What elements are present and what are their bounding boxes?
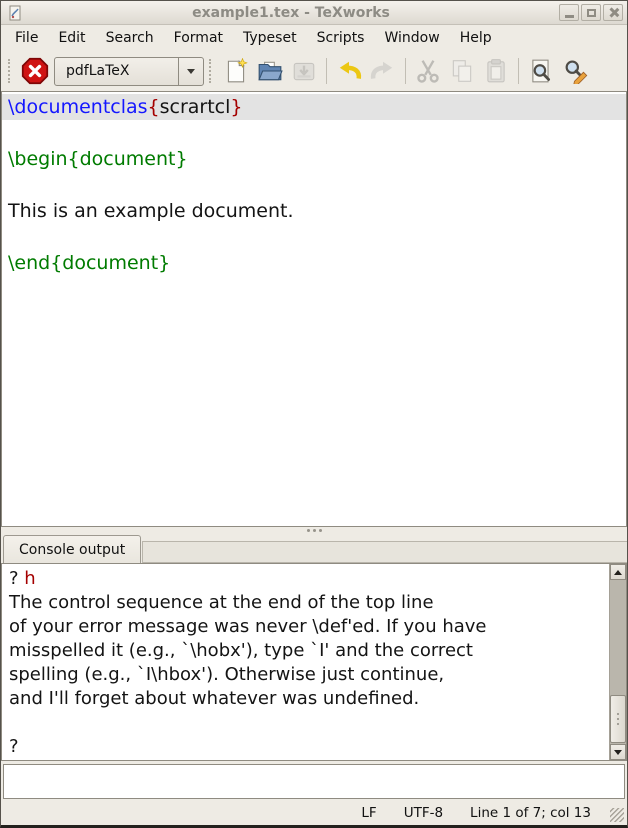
redo-icon — [370, 58, 396, 84]
cut-button[interactable] — [411, 54, 445, 88]
console-prompt: ? — [9, 568, 25, 589]
combobox-dropdown-button[interactable] — [178, 58, 203, 85]
status-encoding: UTF-8 — [403, 804, 444, 821]
editor-line-7 — [2, 250, 626, 276]
find-button[interactable] — [524, 54, 558, 88]
window-resize-grip[interactable] — [610, 808, 624, 822]
menu-edit[interactable]: Edit — [58, 30, 86, 46]
find-icon — [528, 58, 554, 84]
editor-line-5 — [2, 198, 626, 224]
toolbar-drag-handle[interactable] — [8, 59, 13, 83]
new-file-icon — [223, 58, 249, 84]
toolbar — [1, 51, 627, 91]
editor-line-1-current — [2, 94, 626, 120]
scroll-down-button[interactable] — [610, 744, 626, 760]
console-line: of your error message was never \def'ed. If you have — [9, 616, 487, 637]
save-file-button[interactable] — [287, 54, 321, 88]
output-tab-bar — [1, 534, 627, 563]
close-brace-token: } — [230, 96, 243, 118]
source-editor[interactable] — [1, 91, 627, 527]
editor-line-3 — [2, 146, 626, 172]
replace-button[interactable] — [558, 54, 592, 88]
toolbar-separator-3 — [518, 58, 519, 84]
scrollbar-thumb[interactable] — [610, 695, 626, 743]
console-output-text[interactable] — [2, 564, 609, 760]
end-document-token: \end{document} — [8, 252, 171, 274]
typeset-engine-combobox[interactable] — [54, 57, 204, 86]
menu-scripts[interactable]: Scripts — [316, 30, 365, 46]
body-text-token: This is an example document. — [8, 200, 294, 222]
open-folder-icon — [257, 58, 283, 84]
stop-icon — [21, 57, 49, 85]
tab-bar-filler — [142, 541, 627, 563]
maximize-button[interactable] — [581, 4, 601, 21]
abort-typesetting-button[interactable] — [18, 54, 52, 88]
chevron-down-icon — [187, 69, 195, 74]
status-line-ending: LF — [361, 804, 377, 821]
console-blank-line — [9, 711, 602, 735]
console-line: and I'll forget about whatever was undefined. — [9, 688, 420, 709]
console-entered-command: h — [24, 568, 36, 589]
editor-console-splitter[interactable] — [1, 527, 627, 534]
class-name-token: scrartcl — [159, 96, 231, 118]
status-bar — [1, 800, 627, 825]
paste-button[interactable] — [479, 54, 513, 88]
menu-file[interactable]: File — [15, 30, 39, 46]
close-button[interactable] — [603, 4, 623, 21]
menu-help[interactable]: Help — [459, 30, 492, 46]
console-prompt-line — [9, 567, 602, 591]
editor-line-6-blank — [2, 224, 626, 250]
scroll-down-icon — [614, 750, 622, 755]
open-brace-token: { — [147, 96, 160, 118]
toolbar-drag-handle-2[interactable] — [209, 59, 214, 83]
menu-search[interactable]: Search — [105, 30, 154, 46]
copy-button[interactable] — [445, 54, 479, 88]
console-line: spelling (e.g., `I\hbox'). Otherwise just continue, — [9, 664, 445, 685]
copy-icon — [449, 58, 475, 84]
console-prompt-line-2: ? — [9, 736, 19, 757]
menu-format[interactable]: Format — [173, 30, 224, 46]
splitter-grip-icon — [307, 529, 310, 532]
redo-button[interactable] — [366, 54, 400, 88]
find-replace-icon — [562, 58, 588, 84]
menu-window[interactable]: Window — [384, 30, 440, 46]
save-icon — [291, 58, 317, 84]
window-title: example1.tex - TeXworks — [192, 4, 390, 21]
minimize-icon — [565, 15, 574, 18]
console-input-field[interactable] — [3, 764, 625, 799]
undo-button[interactable] — [332, 54, 366, 88]
tab-console-output[interactable] — [3, 535, 141, 563]
maximize-icon — [587, 9, 596, 17]
editor-line-2-blank — [2, 120, 626, 146]
status-cursor-position: Line 1 of 7; col 13 — [470, 804, 591, 821]
console-line: The control sequence at the end of the top line — [9, 592, 434, 613]
title-bar[interactable] — [1, 1, 627, 25]
begin-document-token: \begin{document} — [8, 148, 188, 170]
menu-typeset[interactable]: Typeset — [243, 30, 297, 46]
editor-line-4-blank — [2, 172, 626, 198]
paste-clipboard-icon — [483, 58, 509, 84]
scroll-up-icon — [614, 570, 622, 575]
close-icon — [608, 7, 619, 18]
console-line: misspelled it (e.g., `\hobx'), type `I' and the correct — [9, 640, 473, 661]
undo-icon — [336, 58, 362, 84]
scroll-up-button[interactable] — [610, 564, 626, 580]
texworks-app-icon[interactable] — [7, 5, 23, 21]
minimize-button[interactable] — [559, 4, 579, 21]
new-file-button[interactable] — [219, 54, 253, 88]
scrollbar-track[interactable] — [610, 580, 626, 744]
scrollbar-grip-icon — [617, 713, 619, 715]
tab-console-output-label: Console output — [19, 541, 126, 558]
console-scrollbar[interactable] — [609, 564, 626, 760]
open-file-button[interactable] — [253, 54, 287, 88]
toolbar-separator-2 — [405, 58, 406, 84]
console-output-panel — [1, 563, 627, 761]
cut-scissors-icon — [415, 58, 441, 84]
toolbar-separator — [326, 58, 327, 84]
menu-bar — [1, 25, 627, 51]
console-input-row — [1, 761, 627, 800]
latex-command-token: \documentclas — [8, 96, 148, 118]
typeset-engine-value: pdfLaTeX — [66, 63, 130, 79]
